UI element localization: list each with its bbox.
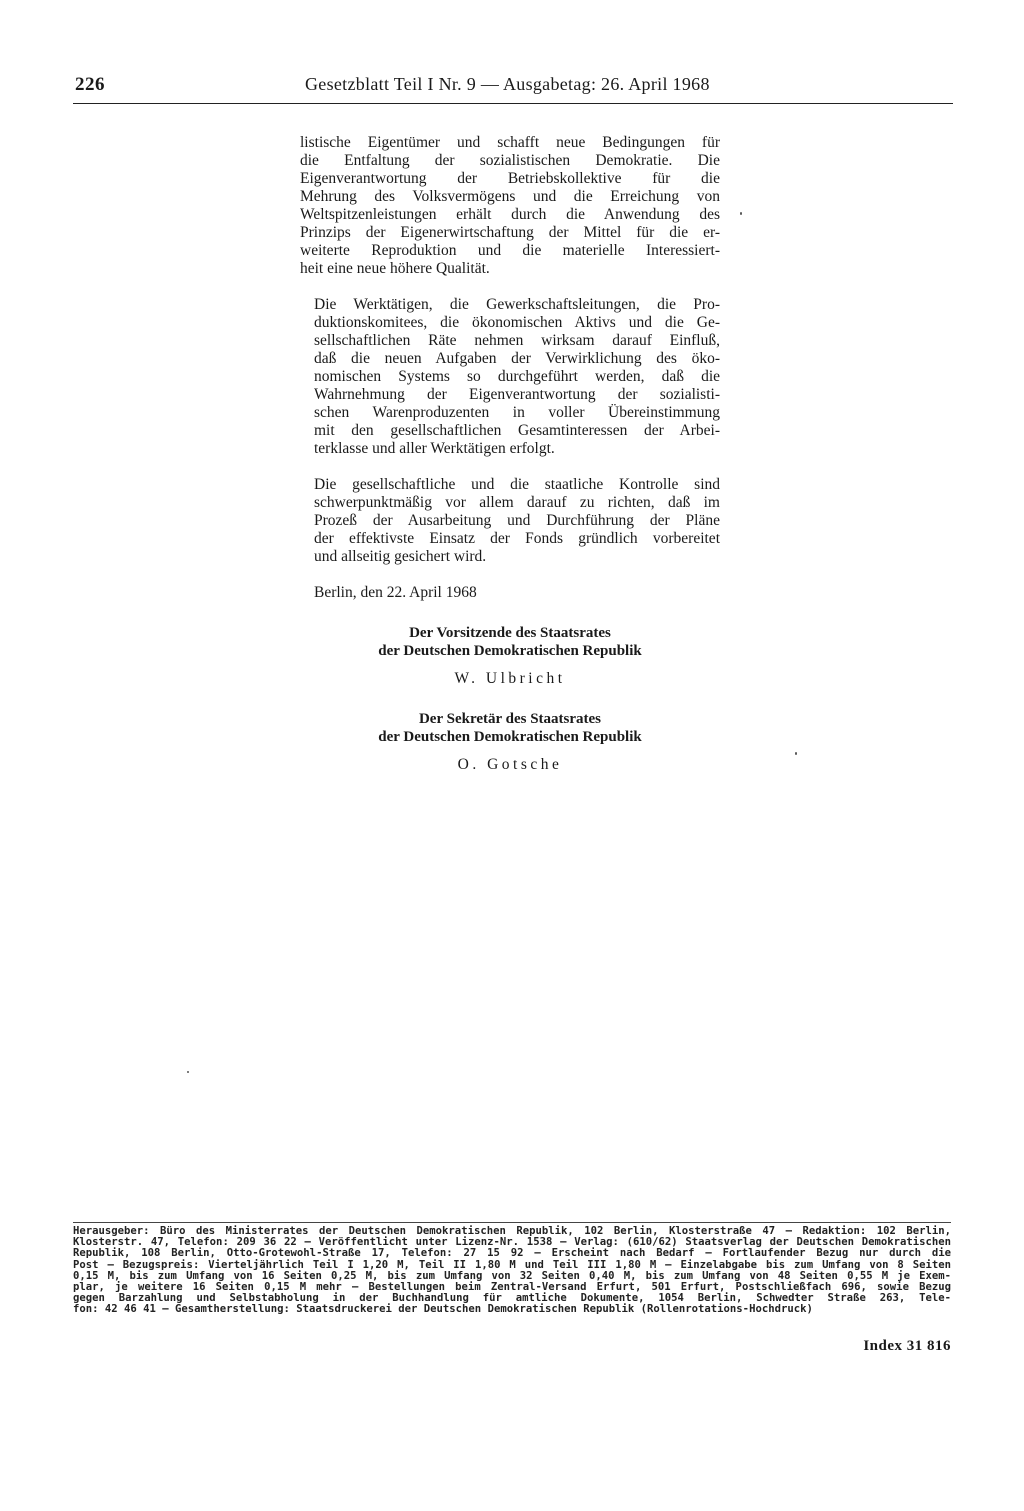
- imprint-line: fon: 42 46 41 — Gesamtherstellung: Staatsdruckerei der Deutschen Demokratischen Republik (Rollenrotations-Hochdruck): [73, 1303, 813, 1316]
- scan-speck: [740, 212, 742, 215]
- signature-block-secretary: [300, 710, 720, 774]
- text-line: mit den gesellschaftlichen Gesamtinteressen der Arbei-: [314, 422, 720, 439]
- text-line: Mehrung des Volksvermögens und die Erreichung von: [300, 188, 720, 205]
- index-label: Index 31 816: [863, 1338, 951, 1354]
- text-line: Die gesellschaftliche und die staatliche Kontrolle sind: [314, 476, 720, 493]
- signature-name: W. Ulbricht: [454, 670, 566, 687]
- text-line: Eigenverantwortung der Betriebskollektive für die: [300, 170, 720, 187]
- paragraph-2: [300, 296, 720, 458]
- text-line: die Entfaltung der sozialistischen Demokratie. Die: [300, 152, 720, 169]
- text-line: duktionskomitees, die ökonomischen Aktivs und die Ge-: [314, 314, 720, 331]
- scan-speck: [187, 1071, 189, 1073]
- imprint-line: Klosterstr. 47, Telefon: 209 36 22 — Veröffentlicht unter Lizenz-Nr. 1538 — Verlag: (610/62) Staatsverlag der Deutschen Demokratischen: [73, 1236, 951, 1249]
- text-line: daß die neuen Aufgaben der Verwirklichung des öko-: [314, 350, 720, 367]
- imprint-line: Herausgeber: Büro des Ministerrates der Deutschen Demokratischen Republik, 102 Berlin, Klosterstraße 47 — Redaktion: 102 Berlin,: [73, 1225, 951, 1237]
- signature-title: Der Sekretär des Staatsrates: [418, 711, 602, 727]
- imprint-line: 0,15 M, bis zum Umfang von 16 Seiten 0,25 M, bis zum Umfang von 32 Seiten 0,40 M, bis zum Umfang von 48 Seiten 0,55 M je Exem-: [73, 1269, 951, 1282]
- scan-speck: [795, 752, 797, 755]
- signature-title: der Deutschen Demokratischen Republik: [378, 643, 642, 659]
- text-line: nomischen Systems so durchgeführt werden, daß die: [314, 368, 720, 385]
- signature-name: O. Gotsche: [457, 756, 563, 773]
- paragraph-3: [300, 476, 720, 566]
- text-line: schwerpunktmäßig vor allem darauf zu richten, daß im: [314, 494, 720, 511]
- page-number: 226: [75, 74, 105, 95]
- text-line: Weltspitzenleistungen erhält durch die Anwendung des: [300, 206, 720, 223]
- text-line: der effektivste Einsatz der Fonds gründlich vorbereitet: [314, 530, 720, 547]
- signature-title: Der Vorsitzende des Staatsrates: [409, 625, 611, 641]
- text-line: Prinzips der Eigenerwirtschaftung der Mittel für die er-: [300, 224, 720, 241]
- imprint-line: plar, je weitere 16 Seiten 0,15 M mehr — Bestellungen beim Zentral-Versand Erfurt, 501 Erfurt, Postschließfach 696, sowie Bezug: [73, 1281, 951, 1294]
- paragraph-1: [300, 134, 720, 278]
- text-line: Wahrnehmung der Eigenverantwortung der sozialisti-: [314, 386, 720, 403]
- page-header: [73, 72, 953, 100]
- running-title: Gesetzblatt Teil I Nr. 9 — Ausgabetag: 26. April 1968: [305, 74, 710, 94]
- text-line: weiterte Reproduktion und die materielle Interessiert-: [300, 242, 720, 259]
- text-line: und allseitig gesichert wird.: [314, 548, 487, 565]
- text-line: listische Eigentümer und schafft neue Bedingungen für: [300, 134, 720, 151]
- text-line: schen Warenproduzenten in voller Übereinstimmung: [314, 404, 720, 421]
- signature-title: der Deutschen Demokratischen Republik: [378, 729, 642, 745]
- imprint-line: Post — Bezugspreis: Vierteljährlich Teil I 1,20 M, Teil II 1,80 M und Teil III 1,80 M — Einzelabgabe bis zum Umfang von 8 Seiten: [73, 1258, 951, 1271]
- signature-block-chairman: [300, 624, 720, 688]
- text-line: terklasse und aller Werktätigen erfolgt.: [314, 440, 555, 457]
- imprint: [73, 1226, 951, 1316]
- imprint-line: Republik, 108 Berlin, Otto-Grotewohl-Straße 17, Telefon: 27 15 92 — Erscheint nach Bedarf — Fortlaufender Bezug nur durch die: [73, 1247, 951, 1260]
- text-line: heit eine neue höhere Qualität.: [300, 260, 490, 277]
- text-line: Prozeß der Ausarbeitung und Durchführung der Pläne: [314, 512, 720, 529]
- body-column: [300, 134, 720, 796]
- header-rule: [73, 103, 953, 104]
- text-line: Die Werktätigen, die Gewerkschaftsleitungen, die Pro-: [314, 296, 720, 313]
- imprint-line: gegen Barzahlung und Selbstabholung in der Buchhandlung für amtliche Dokumente, 1054 Berlin, Schwedter Straße 263, Tele-: [73, 1292, 951, 1305]
- dateline: Berlin, den 22. April 1968: [314, 584, 477, 601]
- imprint-rule: [73, 1222, 951, 1223]
- text-line: sellschaftlichen Räte nehmen wirksam darauf Einfluß,: [314, 332, 720, 349]
